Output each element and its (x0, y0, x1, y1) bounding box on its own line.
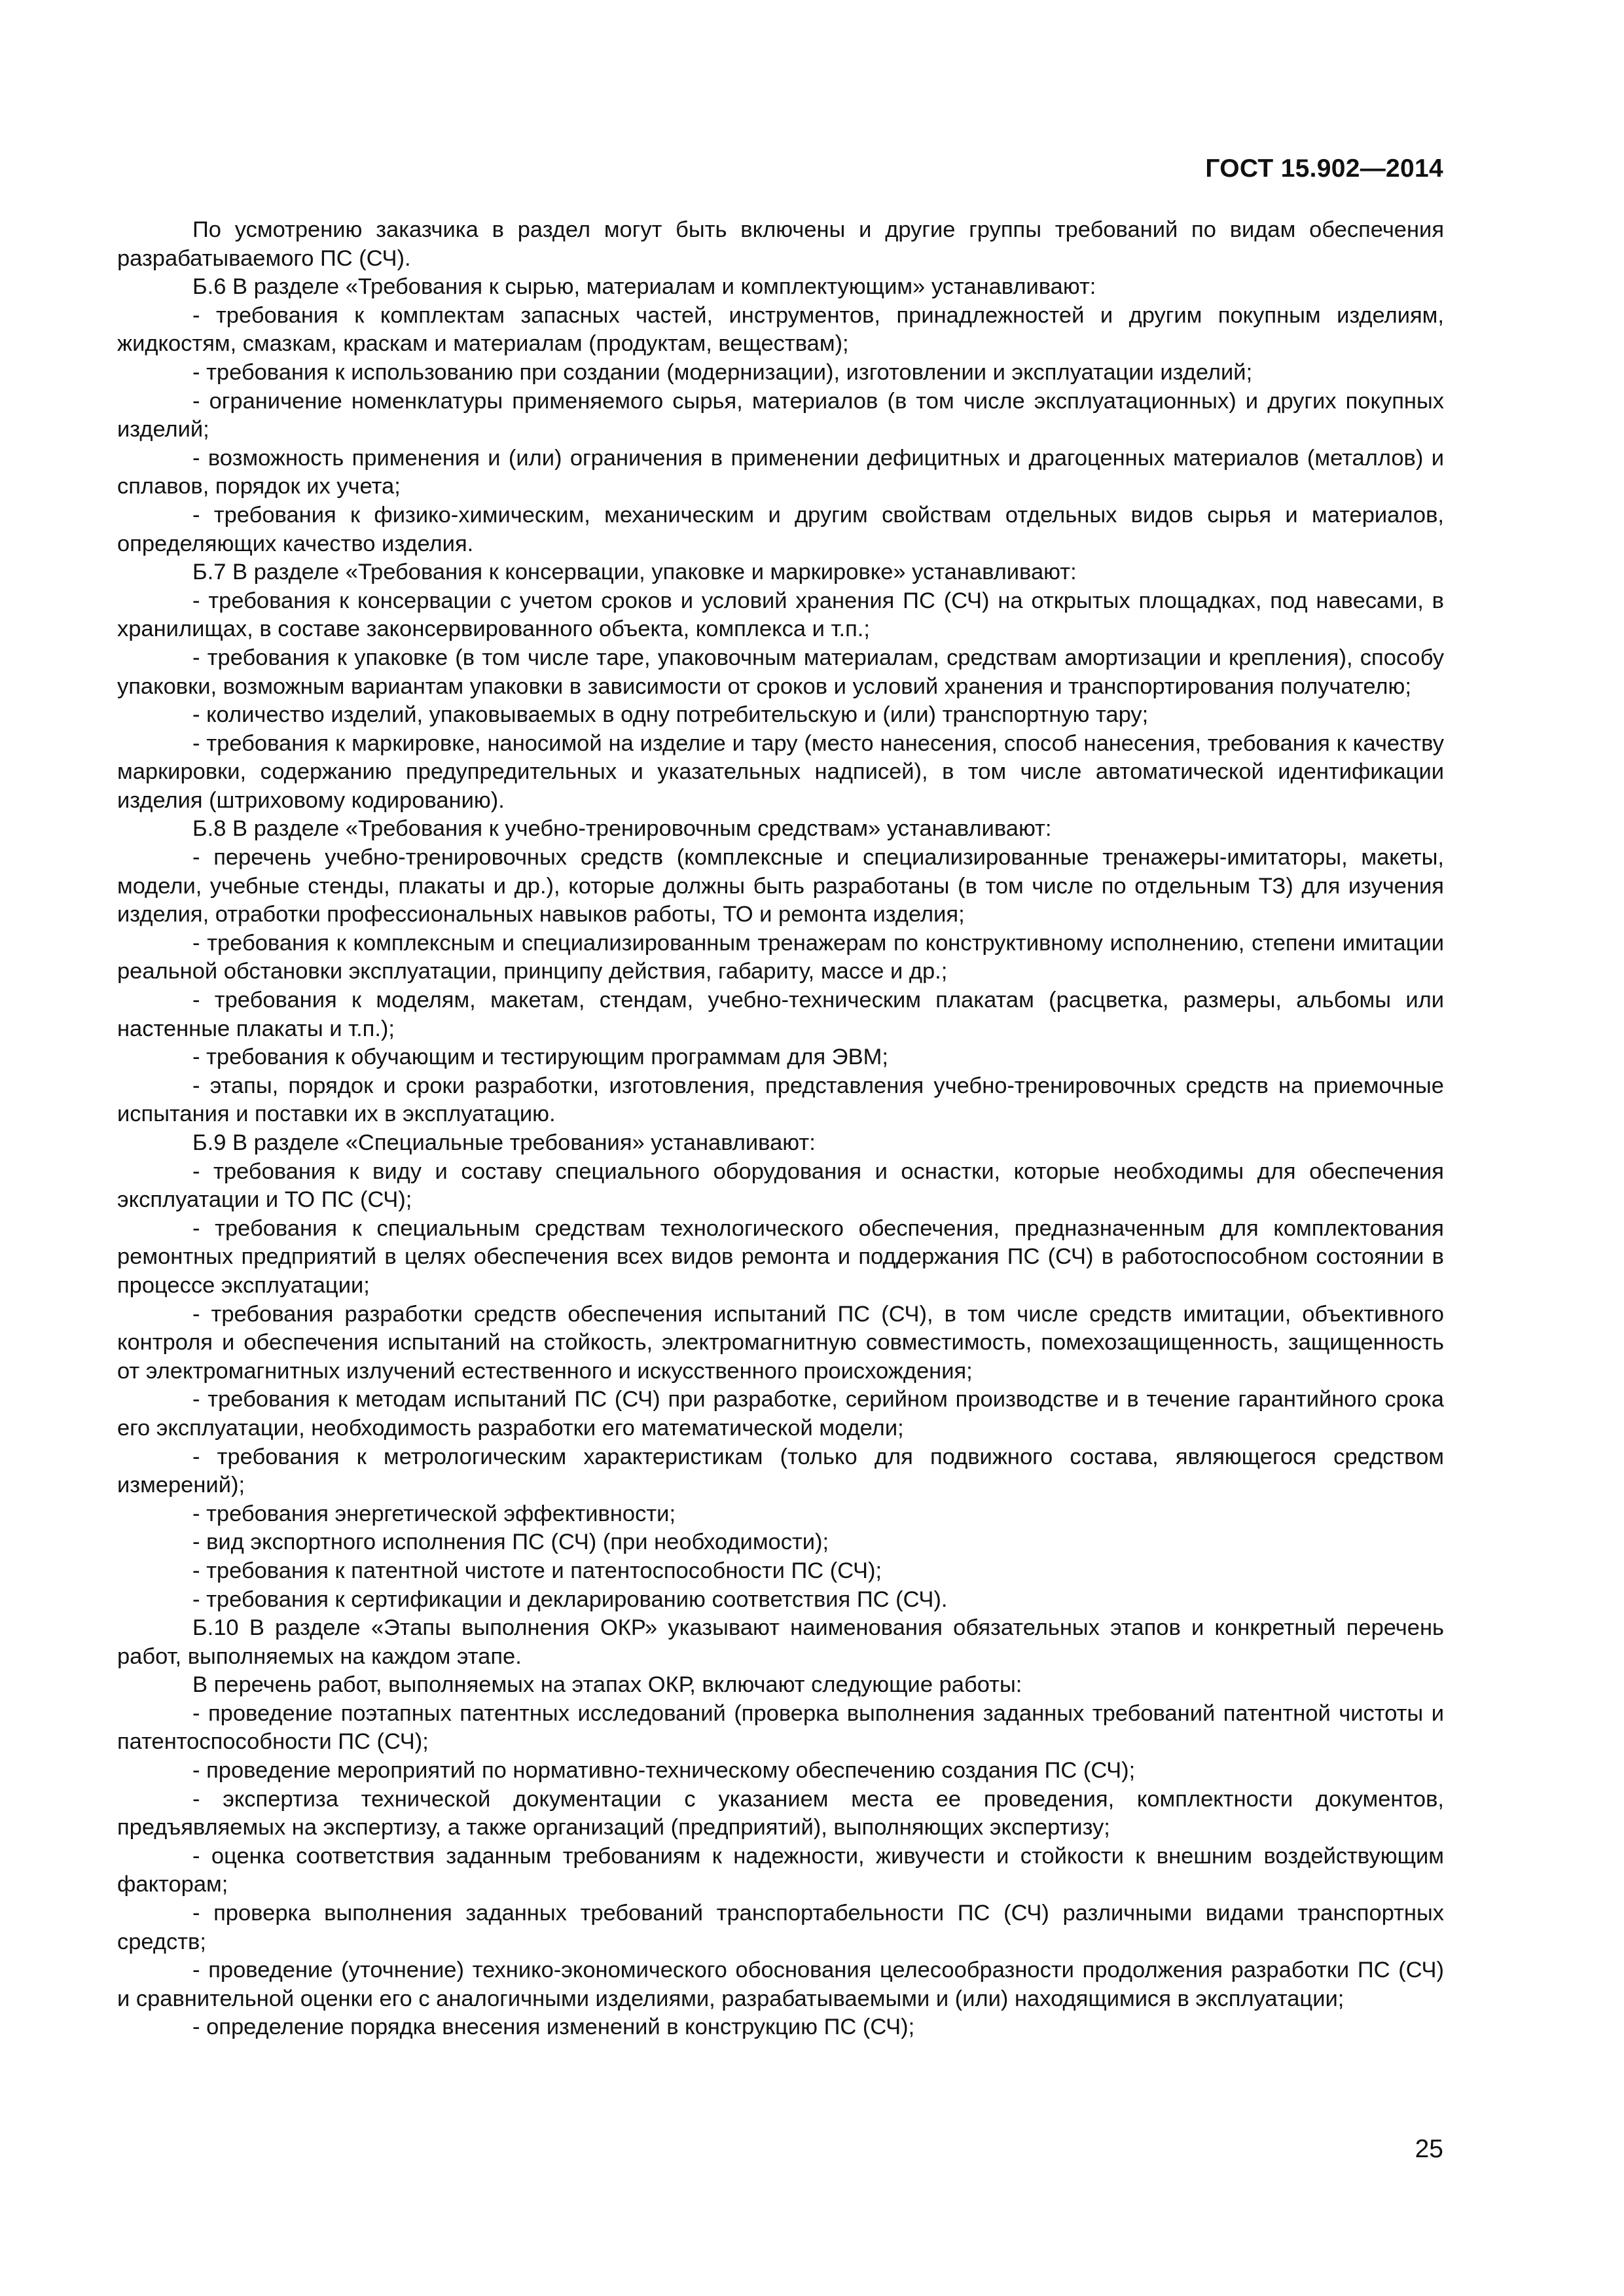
paragraph: - требования энергетической эффективности; (192, 1501, 676, 1526)
paragraph: - требования к использованию при создании (модернизации), изготовлении и эксплуатации изделий; (192, 359, 1253, 385)
paragraph: - требования к упаковке (в том числе таре, упаковочным материалам, средствам амортизации и крепления), способу упаковки, возможным вариантам упаковки в зависимости от сроков и условий хранения и транспортирования получателю; (117, 645, 1444, 699)
paragraph: - требования к обучающим и тестирующим программам для ЭВМ; (192, 1045, 888, 1070)
paragraph: - требования к комплексным и специализированным тренажерам по конструктивному исполнению, степени имитации реальной обстановки эксплуатации, принципу действия, габариту, массе и др.; (117, 930, 1444, 984)
paragraph: - требования к специальным средствам технологического обеспечения, предназначенным для комплектования ремонтных предприятий в целях обеспечения всех видов ремонта и поддержания ПС (СЧ) в работоспособном состоянии в процессе эксплуатации; (117, 1215, 1444, 1298)
document-header: ГОСТ 15.902—2014 (1205, 154, 1443, 183)
paragraph: - экспертиза технической документации с указанием места ее проведения, комплектности документов, предъявляемых на экспертизу, а также организаций (предприятий), выполняющих экспертизу; (117, 1786, 1444, 1840)
paragraph: - требования к метрологическим характеристикам (только для подвижного состава, являющегося средством измерений); (117, 1444, 1444, 1498)
paragraph: - этапы, порядок и сроки разработки, изготовления, представления учебно-тренировочных средств на приемочные испытания и поставки их в эксплуатацию. (117, 1073, 1444, 1127)
paragraph: - проведение поэтапных патентных исследований (проверка выполнения заданных требований патентной чистоты и патентоспособности ПС (СЧ); (117, 1700, 1444, 1755)
paragraph: Б.10 В разделе «Этапы выполнения ОКР» указывают наименования обязательных этапов и конкретный перечень работ, выполняемых на каждом этапе. (117, 1615, 1444, 1669)
paragraph: - оценка соответствия заданным требованиям к надежности, живучести и стойкости к внешним воздействующим факторам; (117, 1843, 1444, 1897)
paragraph: - вид экспортного исполнения ПС (СЧ) (при необходимости); (192, 1530, 829, 1555)
paragraph: - определение порядка внесения изменений в конструкцию ПС (СЧ); (192, 2015, 915, 2040)
paragraph: - проведение (уточнение) технико-экономического обоснования целесообразности продолжения разработки ПС (СЧ) и сравнительной оценки его с аналогичными изделиями, разрабатываемыми и (или) находящимися в эксплуатации; (117, 1958, 1444, 2011)
page-number: 25 (1415, 2135, 1443, 2163)
paragraph: - требования к физико-химическим, механическим и другим свойствам отдельных видов сырья и материалов, определяющих качество изделия. (117, 502, 1444, 556)
paragraph: Б.9 В разделе «Специальные требования» устанавливают: (192, 1130, 816, 1155)
paragraph: - ограничение номенклатуры применяемого сырья, материалов (в том числе эксплуатационных) и других покупных изделий; (117, 388, 1444, 442)
paragraph: - требования к сертификации и декларированию соответствия ПС (СЧ). (192, 1587, 948, 1612)
paragraph: - проверка выполнения заданных требований транспортабельности ПС (СЧ) различными видами транспортных средств; (117, 1901, 1444, 1954)
paragraph: - перечень учебно-тренировочных средств (комплексные и специализированные тренажеры-имитаторы, макеты, модели, учебные стенды, плакаты и др.), которые должны быть разработаны (в том числе по отдельным ТЗ) для изучения изделия, отработки профессиональных навыков работы, ТО и ремонта изделия; (117, 845, 1444, 927)
paragraph: - проведение мероприятий по нормативно-техническому обеспечению создания ПС (СЧ); (192, 1758, 1136, 1784)
paragraph: - требования к комплектам запасных частей, инструментов, принадлежностей и другим покупным изделиям, жидкостям, смазкам, краскам и материалам (продуктам, веществам); (117, 302, 1444, 357)
paragraph: Б.8 В разделе «Требования к учебно-тренировочным средствам» устанавливают: (192, 816, 1052, 842)
paragraph: - количество изделий, упаковываемых в одну потребительскую и (или) транспортную тару; (192, 702, 1149, 728)
paragraph: - требования к патентной чистоте и патентоспособности ПС (СЧ); (192, 1558, 882, 1583)
paragraph: Б.7 В разделе «Требования к консервации, упаковке и маркировке» устанавливают: (192, 560, 1077, 585)
paragraph: - требования разработки средств обеспечения испытаний ПС (СЧ), в том числе средств имитации, объективного контроля и обеспечения испытаний на стойкость, электромагнитную совместимость, помехозащищенность, защищенность от электромагнитных излучений естественного и искусственного происхождения; (117, 1301, 1444, 1384)
paragraph: По усмотрению заказчика в раздел могут быть включены и другие группы требований по видам обеспечения разрабатываемого ПС (СЧ). (117, 217, 1444, 271)
paragraph: - требования к методам испытаний ПС (СЧ) при разработке, серийном производстве и в течение гарантийного срока его эксплуатации, необходимость разработки его математической модели; (117, 1387, 1444, 1441)
paragraph: В перечень работ, выполняемых на этапах ОКР, включают следующие работы: (192, 1672, 1022, 1698)
paragraph: - требования к моделям, макетам, стендам, учебно-техническим плакатам (расцветка, размеры, альбомы или настенные плакаты и т.п.); (117, 988, 1444, 1041)
paragraph: - возможность применения и (или) ограничения в применении дефицитных и драгоценных материалов (металлов) и сплавов, порядок их учета; (117, 445, 1444, 499)
paragraph: - требования к маркировке, наносимой на изделие и тару (место нанесения, способ нанесения, требования к качеству маркировки, содержанию предупредительных и указательных надписей), в том числе автоматической идентификации изделия (штриховому кодированию). (117, 730, 1444, 813)
document-body (117, 216, 1444, 2042)
paragraph: - требования к консервации с учетом сроков и условий хранения ПС (СЧ) на открытых площадках, под навесами, в хранилищах, в составе законсервированного объекта, комплекса и т.п.; (117, 588, 1444, 642)
paragraph: - требования к виду и составу специального оборудования и оснастки, которые необходимы для обеспечения эксплуатации и ТО ПС (СЧ); (117, 1158, 1444, 1213)
paragraph: Б.6 В разделе «Требования к сырью, материалам и комплектующим» устанавливают: (192, 274, 1096, 300)
